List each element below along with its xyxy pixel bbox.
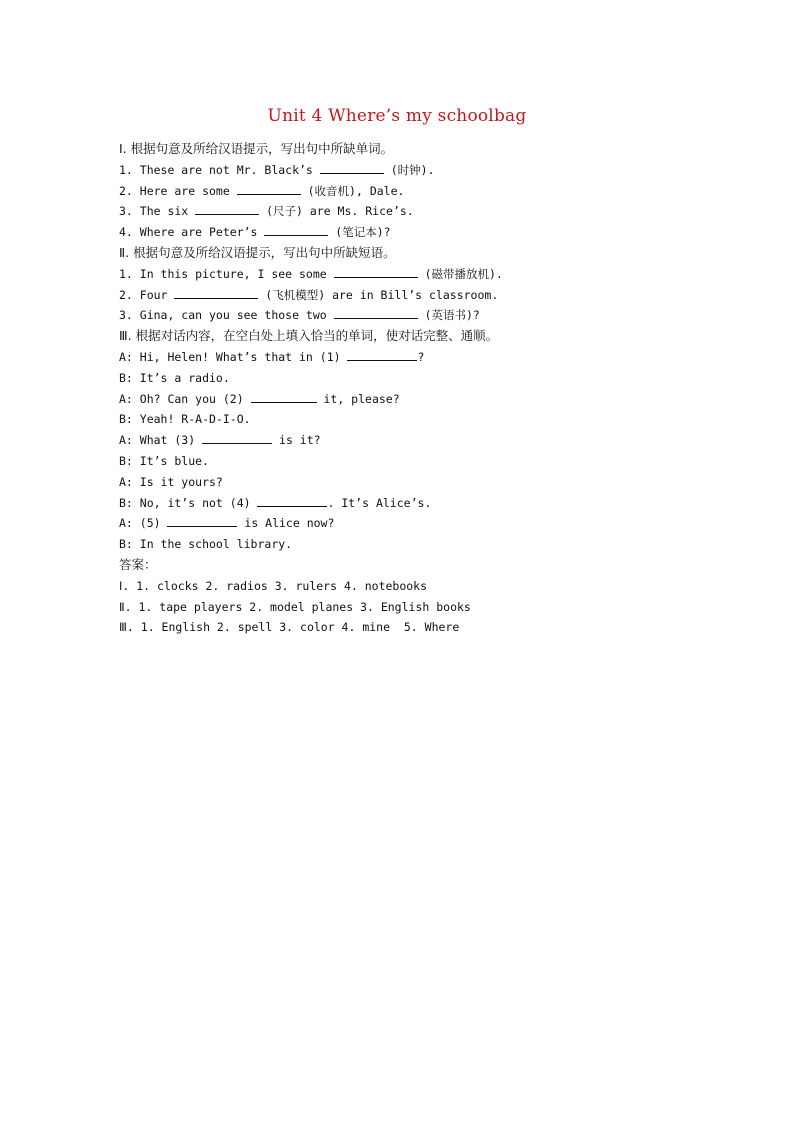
- dialogue-line: A: Is it yours?: [119, 474, 223, 489]
- answer-blank: [202, 431, 272, 444]
- dialogue-text: it, please?: [316, 391, 400, 406]
- dialogue-line: B: In the school library.: [119, 537, 293, 552]
- dialogue-line: [119, 347, 679, 368]
- answer-blank: [264, 223, 328, 236]
- section-1-heading: Ⅰ. 根据句意及所给汉语提示，写出句中所缺单词。: [119, 141, 394, 156]
- question-line: [119, 285, 679, 306]
- answer-blank: [195, 202, 259, 215]
- question-hint: (笔记本)?: [328, 225, 391, 240]
- question-text: 2. Four: [119, 287, 175, 302]
- answers-heading: 答案：: [119, 556, 157, 572]
- question-text: 1. These are not Mr. Black’s: [119, 162, 320, 177]
- dialogue-text: A: (5): [119, 516, 168, 531]
- dialogue-line: [119, 513, 679, 534]
- question-line: [119, 201, 679, 222]
- answer-line: Ⅰ. 1. clocks 2. radios 3. rulers 4. notebooks: [119, 578, 428, 593]
- question-text: 3. The six: [119, 204, 196, 219]
- answer-blank: [347, 348, 417, 361]
- question-text: 3. Gina, can you see those two: [119, 308, 334, 323]
- dialogue-text: B: No, it’s not (4): [119, 495, 258, 510]
- answer-blank: [174, 286, 258, 299]
- page-title: Unit 4 Where’s my schoolbag: [267, 106, 527, 126]
- question-text: 1. In this picture, I see some: [119, 266, 334, 281]
- dialogue-line: [119, 430, 679, 451]
- exercise-body: [119, 139, 679, 638]
- dialogue-line: B: It’s a radio.: [119, 370, 230, 385]
- answer-blank: [334, 265, 418, 278]
- dialogue-text: is Alice now?: [237, 516, 335, 531]
- question-text: 4. Where are Peter’s: [119, 225, 265, 240]
- question-line: [119, 305, 679, 326]
- question-line: [119, 181, 679, 202]
- answer-blank: [167, 514, 237, 527]
- section-3-heading: Ⅲ. 根据对话内容，在空白处上填入恰当的单词，使对话完整、通顺。: [119, 328, 499, 344]
- dialogue-line: B: It’s blue.: [119, 453, 210, 468]
- question-line: [119, 222, 679, 243]
- question-text: 2. Here are some: [119, 183, 237, 198]
- answer-blank: [251, 390, 317, 403]
- answer-line: Ⅱ. 1. tape players 2. model planes 3. English books: [119, 599, 471, 614]
- dialogue-text: A: Oh? Can you (2): [119, 391, 251, 406]
- dialogue-text: is it?: [272, 433, 321, 448]
- question-hint: (磁带播放机).: [417, 266, 503, 281]
- dialogue-line: [119, 389, 679, 410]
- question-hint: (尺子) are Ms. Rice’s.: [259, 204, 414, 219]
- answer-blank: [320, 161, 384, 174]
- answer-blank: [237, 182, 301, 195]
- answer-blank: [257, 494, 327, 507]
- dialogue-text: . It’s Alice’s.: [327, 495, 432, 510]
- dialogue-line: B: Yeah! R-A-D-I-O.: [119, 412, 251, 427]
- dialogue-text: A: What (3): [119, 433, 203, 448]
- answer-line: Ⅲ. 1. English 2. spell 3. color 4. mine 5. Where: [119, 620, 460, 635]
- question-hint: (飞机模型) are in Bill’s classroom.: [258, 287, 499, 302]
- question-line: [119, 160, 679, 181]
- question-hint: (英语书)?: [417, 308, 480, 323]
- question-line: [119, 264, 679, 285]
- question-hint: (收音机), Dale.: [300, 183, 405, 198]
- answer-blank: [334, 306, 418, 319]
- question-hint: (时钟).: [383, 162, 435, 177]
- dialogue-line: [119, 493, 679, 514]
- dialogue-text: ?: [417, 349, 425, 364]
- dialogue-text: A: Hi, Helen! What’s that in (1): [119, 349, 348, 364]
- section-2-heading: Ⅱ. 根据句意及所给汉语提示，写出句中所缺短语。: [119, 244, 396, 260]
